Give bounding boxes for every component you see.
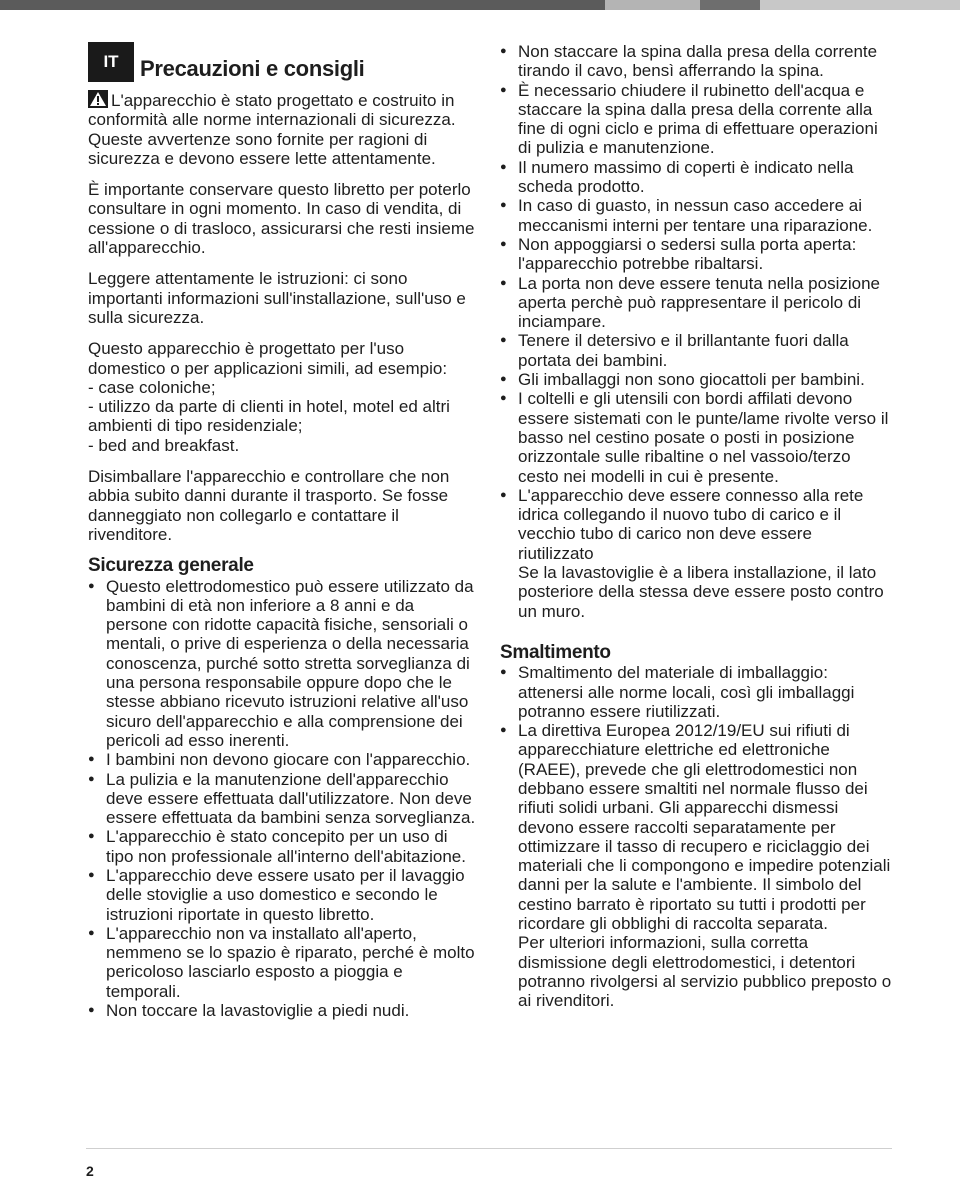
list-item: ● In caso di guasto, in nessun caso accedere ai meccanismi interni per tentare una riparazione.: [500, 196, 892, 235]
list-item: ● La pulizia e la manutenzione dell'apparecchio deve essere effettuata dall'utilizzatore. Non deve essere effettuata da bambini senza sorveglianza.: [88, 770, 476, 828]
list-item: ● Smaltimento del materiale di imballaggio: attenersi alle norme locali, così gli imballaggi potranno essere riutilizzati.: [500, 663, 892, 721]
disposal-list: [500, 663, 892, 933]
footer-divider: [86, 1148, 892, 1149]
list-item: ● I coltelli e gli utensili con bordi affilati devono essere sistemati con le punte/lame rivolte verso il basso nel cestino posate o posti in posizione orizzontale sulle ribaltine o nel vassoio/terzo cesto nei modelli in cui è presente.: [500, 389, 892, 485]
list-item: ● L'apparecchio deve essere usato per il lavaggio delle stoviglie a uso domestico e secondo le istruzioni riportate in questo libretto.: [88, 866, 476, 924]
unpacking-paragraph: Disimballare l'apparecchio e controllare che non abbia subito danni durante il trasporto. Se fosse danneggiato non collegarlo e contattare il rivenditore.: [88, 467, 450, 544]
list-item: ● Non staccare la spina dalla presa della corrente tirando il cavo, bensì afferrando la spina.: [500, 42, 892, 81]
text-line: Questo apparecchio è progettato per l'uso domestico o per applicazioni simili, ad esempio:: [88, 339, 448, 378]
list-item: ● Non toccare la lavastoviglie a piedi nudi.: [88, 1001, 476, 1020]
list-item: ● La direttiva Europea 2012/19/EU sui rifiuti di apparecchiature elettriche ed elettroniche (RAEE), prevede che gli elettrodomestici non debbano essere smaltiti nel normale flusso dei rifiuti solidi urbani. Gli apparecchi dismessi devono essere raccolti separatamente per ottimizzare il tasso di recupero e riciclaggio dei materiali che li compongono e impedire potenziali danni per la salute e l'ambiente. Il simbolo del cestino barrato è riportato su tutti i prodotti per ricordare gli obblighi di raccolta separata.: [500, 721, 892, 933]
list-item: ● Non appoggiarsi o sedersi sulla porta aperta: l'apparecchio potrebbe ribaltarsi.: [500, 235, 892, 274]
top-bar-segment: [605, 0, 700, 10]
list-item: ● È necessario chiudere il rubinetto dell'acqua e staccare la spina dalla presa della corrente alla fine di ogni ciclo e prima di effettuare operazioni di pulizia e manutenzione.: [500, 81, 892, 158]
read-instructions-paragraph: Leggere attentamente le istruzioni: ci sono importanti informazioni sull'installazione, sull'uso e sulla sicurezza.: [88, 269, 466, 327]
text-line: - bed and breakfast.: [88, 435, 240, 455]
language-tab: IT: [88, 42, 134, 82]
text-line: - case coloniche;: [88, 377, 216, 397]
safety-list-continued: [500, 42, 892, 563]
list-item: ● Questo elettrodomestico può essere utilizzato da bambini di età non inferiore a 8 anni e da persone con ridotte capacità fisiche, sensoriali o mentali, o prive di esperienza o della necessaria conoscenza, purché sotto stretta sorveglianza di una persona responsabile oppure dopo che le stesse abbiano ricevuto istruzioni relative all'uso sicuro dell'apparecchio e alla comprensione dei pericoli ad esso inerenti.: [88, 577, 476, 751]
top-bar-segment: [0, 0, 605, 10]
list-item: ● L'apparecchio non va installato all'aperto, nemmeno se lo spazio è riparato, perché è molto pericoloso lasciarlo esposto a pioggia e temporali.: [88, 924, 476, 1001]
left-column: [88, 90, 476, 1020]
intended-use-paragraph: [88, 339, 476, 455]
list-item: ● Gli imballaggi non sono giocattoli per bambini.: [500, 370, 892, 389]
list-item: ● Tenere il detersivo e il brillantante fuori dalla portata dei bambini.: [500, 331, 892, 370]
page-title: Precauzioni e consigli: [140, 56, 365, 81]
list-item: ● L'apparecchio è stato concepito per un uso di tipo non professionale all'interno dell'abitazione.: [88, 827, 476, 866]
list-item: ● La porta non deve essere tenuta nella posizione aperta perchè può rappresentare il pericolo di inciampare.: [500, 274, 892, 332]
top-color-bar: [0, 0, 960, 10]
section-title-general-safety: Sicurezza generale: [88, 555, 254, 577]
section-title-disposal: Smaltimento: [500, 641, 611, 663]
intro-text: L'apparecchio è stato progettato e costruito in conformità alle norme internazionali di sicurezza. Queste avvertenze sono fornite per ragioni di sicurezza e devono essere lette attentamente.: [88, 91, 456, 168]
page-number: 2: [86, 1163, 94, 1179]
right-column: [500, 42, 892, 1011]
text-line: - utilizzo da parte di clienti in hotel, motel ed altri ambienti di tipo residenziale;: [88, 397, 450, 436]
list-item-continuation: Se la lavastoviglie è a libera installazione, il lato posteriore della stessa deve essere posto contro un muro.: [518, 563, 884, 621]
general-safety-list: [88, 577, 476, 1021]
disposal-continuation: Per ulteriori informazioni, sulla corretta dismissione degli elettrodomestici, i detentori potranno rivolgersi al servizio pubblico preposto o ai rivenditori.: [518, 933, 892, 1011]
keep-manual-paragraph: È importante conservare questo libretto per poterlo consultare in ogni momento. In caso di vendita, di cessione o di trasloco, assicurarsi che resti insieme all'apparecchio.: [88, 180, 475, 258]
intro-paragraph: [88, 90, 476, 168]
list-item: ● Il numero massimo di coperti è indicato nella scheda prodotto.: [500, 158, 892, 197]
list-item: ● I bambini non devono giocare con l'apparecchio.: [88, 750, 476, 769]
top-bar-segment: [760, 0, 960, 10]
warning-icon: [88, 90, 108, 108]
list-item: ● L'apparecchio deve essere connesso alla rete idrica collegando il nuovo tubo di carico e il vecchio tubo di carico non deve essere riutilizzato: [500, 486, 892, 563]
top-bar-segment: [700, 0, 760, 10]
